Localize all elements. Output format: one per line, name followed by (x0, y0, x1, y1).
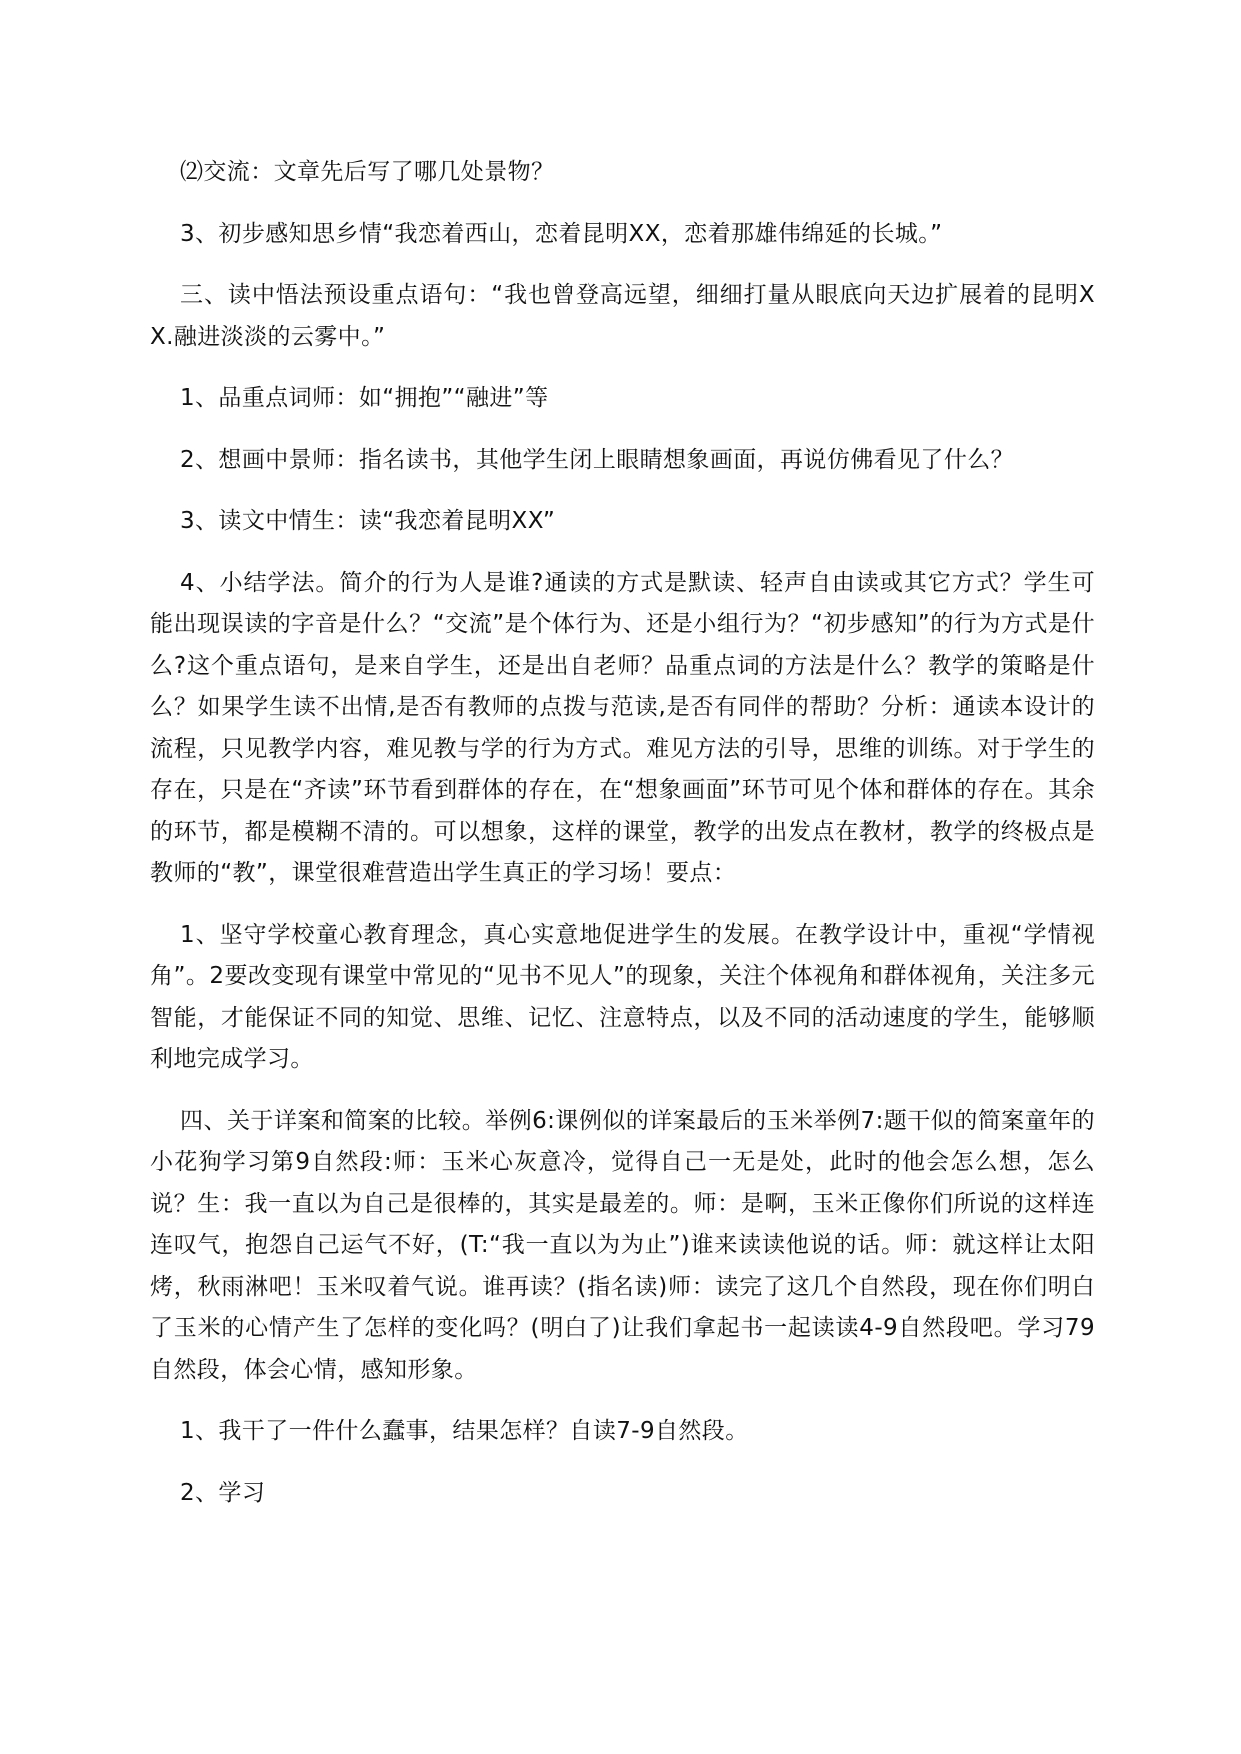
paragraph-read-emotion: 3、读文中情生：读“我恋着昆明XX” (180, 508, 556, 534)
paragraph-key-words: 1、品重点词师：如“拥抱”“融进”等 (180, 385, 549, 411)
paragraph-exchange: ⑵交流：文章先后写了哪几处景物？ (180, 159, 555, 185)
paragraph-initial-perception: 3、初步感知思乡情“我恋着西山，恋着昆明XX，恋着那雄伟绵延的长城。” (180, 220, 943, 247)
document-body (150, 152, 1095, 1514)
paragraph-section-four: 四、关于详案和简案的比较。举例6:课例似的详案最后的玉米举例7:题干似的简案童年的小花狗学习第9自然段:师：玉米心灰意冷，觉得自己一无是处，此时的他会怎么想，怎么说？生：我一直以为自己是很棒的，其实是最差的。师：是啊，玉米正像你们所说的这样连连叹气，抱怨自己运气不好，(T:“我一直以为为止”)谁来读读他说的话。师：就这样让太阳烤，秋雨淋吧！玉米叹着气说。谁再读？(指名读)师：读完了这几个自然段，现在你们明白了玉米的心情产生了怎样的变化吗？(明白了)让我们拿起书一起读读4-9自然段吧。学习79自然段，体会心情，感知形象。 (150, 1107, 1095, 1383)
paragraph-section-three: 三、读中悟法预设重点语句：“我也曾登高远望，细细打量从眼底向天边扩展着的昆明XX.融进淡淡的云雾中。” (150, 282, 1095, 350)
paragraph-key-point-one: 1、坚守学校童心教育理念，真心实意地促进学生的发展。在教学设计中，重视“学情视角”。2要改变现有课堂中常见的“见书不见人”的现象，关注个体视角和群体视角，关注多元智能，才能保证不同的知觉、思维、记忆、注意特点，以及不同的活动速度的学生，能够顺利地完成学习。 (150, 921, 1095, 1072)
paragraph-foolish-thing: 1、我干了一件什么蠢事，结果怎样？自读7-9自然段。 (180, 1418, 749, 1444)
paragraph-summary-method: 4、小结学法。简介的行为人是谁?通读的方式是默读、轻声自由读或其它方式？学生可能出现误读的字音是什么？“交流”是个体行为、还是小组行为？“初步感知”的行为方式是什么?这个重点语句，是来自学生，还是出自老师？品重点词的方法是什么？教学的策略是什么？如果学生读不出情,是否有教师的点拨与范读,是否有同伴的帮助？分析：通读本设计的流程，只见教学内容，难见教与学的行为方式。难见方法的引导，思维的训练。对于学生的存在，只是在“齐读”环节看到群体的存在，在“想象画面”环节可见个体和群体的存在。其余的环节，都是模糊不清的。可以想象，这样的课堂，教学的出发点在教材，教学的终极点是教师的“教”，课堂很难营造出学生真正的学习场！要点： (150, 569, 1095, 886)
paragraph-study: 2、学习 (180, 1479, 266, 1506)
paragraph-imagine-scene: 2、想画中景师：指名读书，其他学生闭上眼睛想象画面，再说仿佛看见了什么？ (180, 446, 1015, 473)
